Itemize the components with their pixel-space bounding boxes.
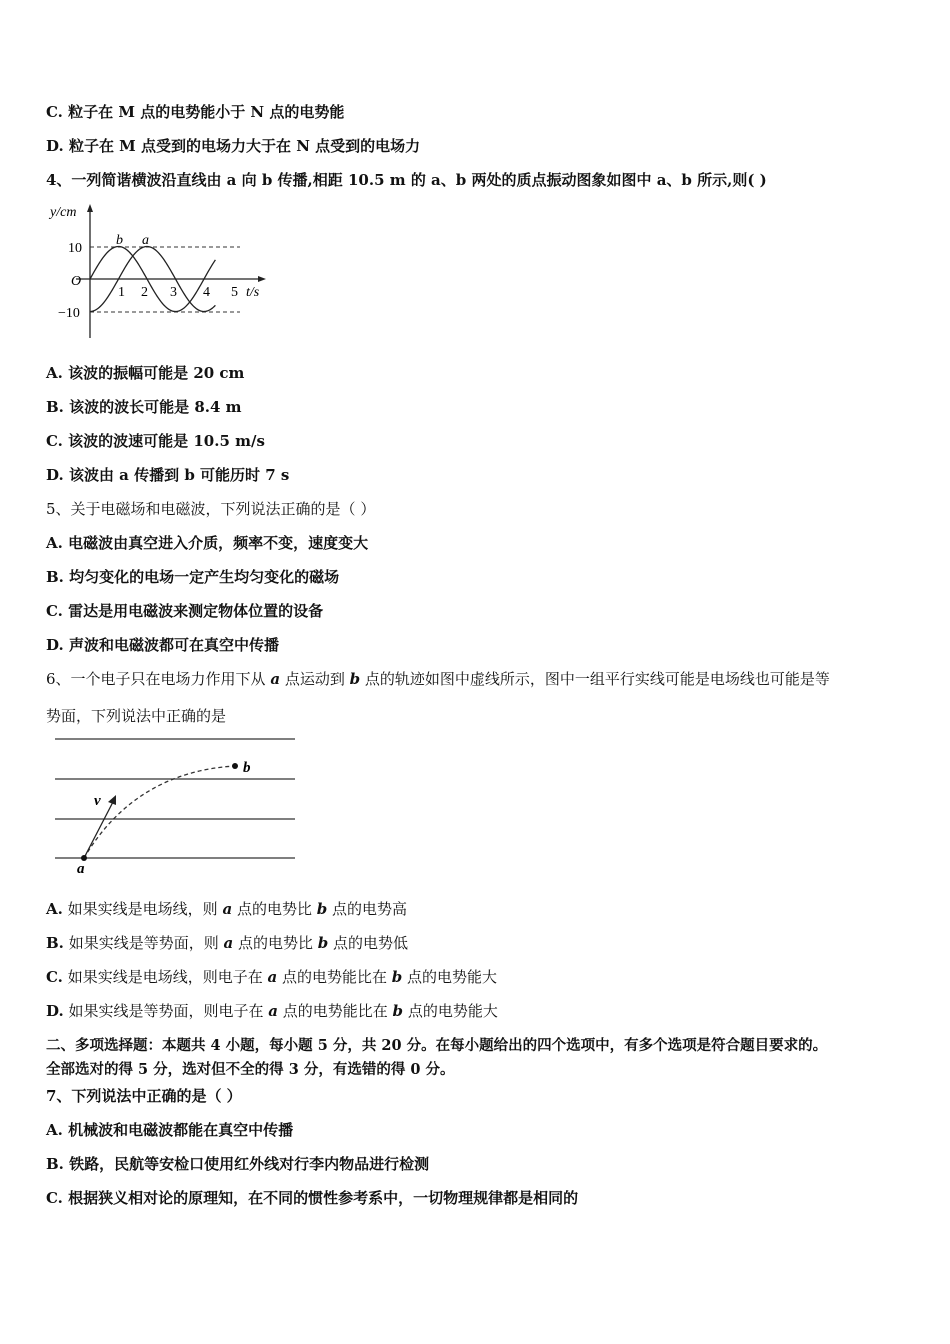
section2-header-line2: 全部选对的得 5 分，选对但不全的得 3 分，有选错的得 0 分。 <box>46 1061 455 1078</box>
q6-stem-line1: 6、一个电子只在电场力作用下从 a 点运动到 b 点的轨迹如图中虚线所示，图中一组平行实线可能是电场线也可能是等 <box>46 670 830 688</box>
x-tick-3: 3 <box>170 285 177 300</box>
x-tick-5: 5 <box>231 285 238 300</box>
q4-option-c: C. 该波的波速可能是 10.5 m/s <box>46 432 265 450</box>
q7-option-b: B. 铁路，民航等安检口使用红外线对行李内物品进行检测 <box>46 1155 430 1173</box>
q4-option-a: A. 该波的振幅可能是 20 cm <box>46 364 245 382</box>
origin-label: O <box>71 274 82 289</box>
q5-option-b: B. 均匀变化的电场一定产生均匀变化的磁场 <box>46 568 340 586</box>
point-b-label: b <box>243 760 251 776</box>
section2-header-line1: 二、多项选择题：本题共 4 小题，每小题 5 分，共 20 分。在每小题给出的四个选项中，有多个选项是符合题目要求的。 <box>46 1037 828 1054</box>
x-axis-arrow <box>258 276 266 282</box>
x-tick-2: 2 <box>141 285 148 300</box>
q7-stem: 7、下列说法中正确的是（ ） <box>46 1087 242 1105</box>
q6-option-c: C. 如果实线是电场线，则电子在 a 点的电势能比在 b 点的电势能大 <box>46 968 498 986</box>
field-lines-figure <box>50 732 300 877</box>
q6-option-a: A. 如果实线是电场线，则 a 点的电势比 b 点的电势高 <box>46 900 407 918</box>
point-a-label: a <box>77 861 85 877</box>
q6-stem-line2: 势面，下列说法中正确的是 <box>46 707 227 725</box>
trajectory-dashed <box>84 766 235 858</box>
q6-option-b: B. 如果实线是等势面，则 a 点的电势比 b 点的电势低 <box>46 934 409 952</box>
x-tick-4: 4 <box>203 285 210 300</box>
y-axis-arrow <box>87 204 93 212</box>
q7-option-c: C. 根据狭义相对论的原理知，在不同的惯性参考系中，一切物理规律都是相同的 <box>46 1189 579 1207</box>
q5-option-c: C. 雷达是用电磁波来测定物体位置的设备 <box>46 602 324 620</box>
x-axis-label: t/s <box>246 285 260 300</box>
x-tick-1: 1 <box>118 285 125 300</box>
q5-option-a: A. 电磁波由真空进入介质，频率不变，速度变大 <box>46 534 369 552</box>
q6-option-d: D. 如果实线是等势面，则电子在 a 点的电势能比在 b 点的电势能大 <box>46 1002 498 1020</box>
q7-option-a: A. 机械波和电磁波都能在真空中传播 <box>46 1121 294 1139</box>
q5-option-d: D. 声波和电磁波都可在真空中传播 <box>46 636 279 654</box>
velocity-label: v <box>94 793 101 809</box>
y-tick-max: 10 <box>68 241 82 256</box>
q5-stem: 5、关于电磁场和电磁波，下列说法正确的是（ ） <box>46 500 376 518</box>
q4-option-b: B. 该波的波长可能是 8.4 m <box>46 398 242 416</box>
q4-option-d: D. 该波由 a 传播到 b 可能历时 7 s <box>46 466 290 484</box>
point-b-dot <box>232 763 238 769</box>
q4-stem: 4、一列简谐横波沿直线由 a 向 b 传播,相距 10.5 m 的 a、b 两处的质点振动图象如图中 a、b 所示,则( ) <box>46 171 767 189</box>
velocity-arrowhead <box>108 795 116 805</box>
q3-option-c: C. 粒子在 M 点的电势能小于 N 点的电势能 <box>46 103 345 121</box>
q3-option-d: D. 粒子在 M 点受到的电场力大于在 N 点受到的电场力 <box>46 137 421 155</box>
y-tick-min: −10 <box>58 306 80 321</box>
curve-b-label: b <box>116 233 123 248</box>
y-axis-label: y/cm <box>50 205 77 220</box>
curve-a-label: a <box>142 233 149 248</box>
vibration-graph <box>40 198 280 343</box>
